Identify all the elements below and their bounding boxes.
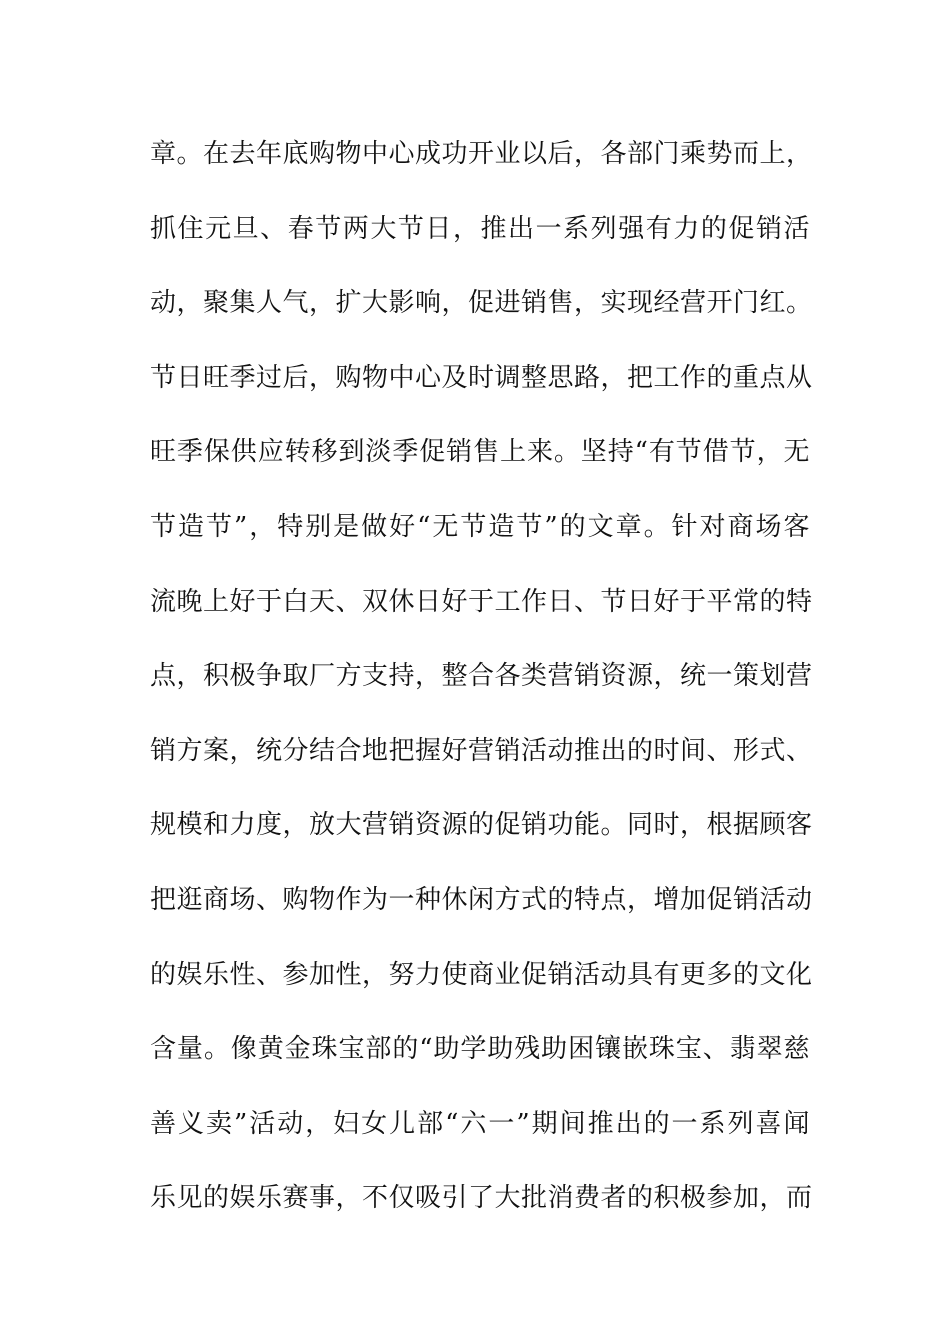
text-line: 旺季保供应转移到淡季促销售上来。坚持“有节借节，无 [150,437,810,468]
text-line: 节日旺季过后，购物中心及时调整思路，把工作的重点从 [150,362,813,393]
text-line: 的娱乐性、参加性，努力使商业促销活动具有更多的文化 [150,959,813,990]
text-line: 销方案，统分结合地把握好营销活动推出的时间、形式、 [150,735,813,766]
text-line: 动，聚集人气，扩大影响，促进销售，实现经营开门红。 [150,288,813,319]
text-line: 规模和力度，放大营销资源的促销功能。同时，根据顾客 [150,810,813,841]
body-text [150,128,813,1247]
text-line: 抓住元旦、春节两大节日，推出一系列强有力的促销活 [150,213,810,244]
text-line: 乐见的娱乐赛事，不仅吸引了大批消费者的积极参加，而 [150,1183,813,1214]
text-line: 点，积极争取厂方支持，整合各类营销资源，统一策划营 [150,661,813,692]
text-line: 章。在去年底购物中心成功开业以后，各部门乘势而上， [150,139,813,169]
text-line: 流晚上好于白天、双休日好于工作日、节日好于平常的特 [150,586,813,617]
text-line: 含量。像黄金珠宝部的“助学助残助困镶嵌珠宝、翡翠慈 [150,1034,810,1065]
text-line: 把逛商场、购物作为一种休闲方式的特点，增加促销活动 [150,884,813,915]
text-line: 节造节”，特别是做好“无节造节”的文章。针对商场客 [150,511,810,542]
text-line: 善义卖”活动，妇女儿部“六一”期间推出的一系列喜闻 [150,1108,810,1139]
